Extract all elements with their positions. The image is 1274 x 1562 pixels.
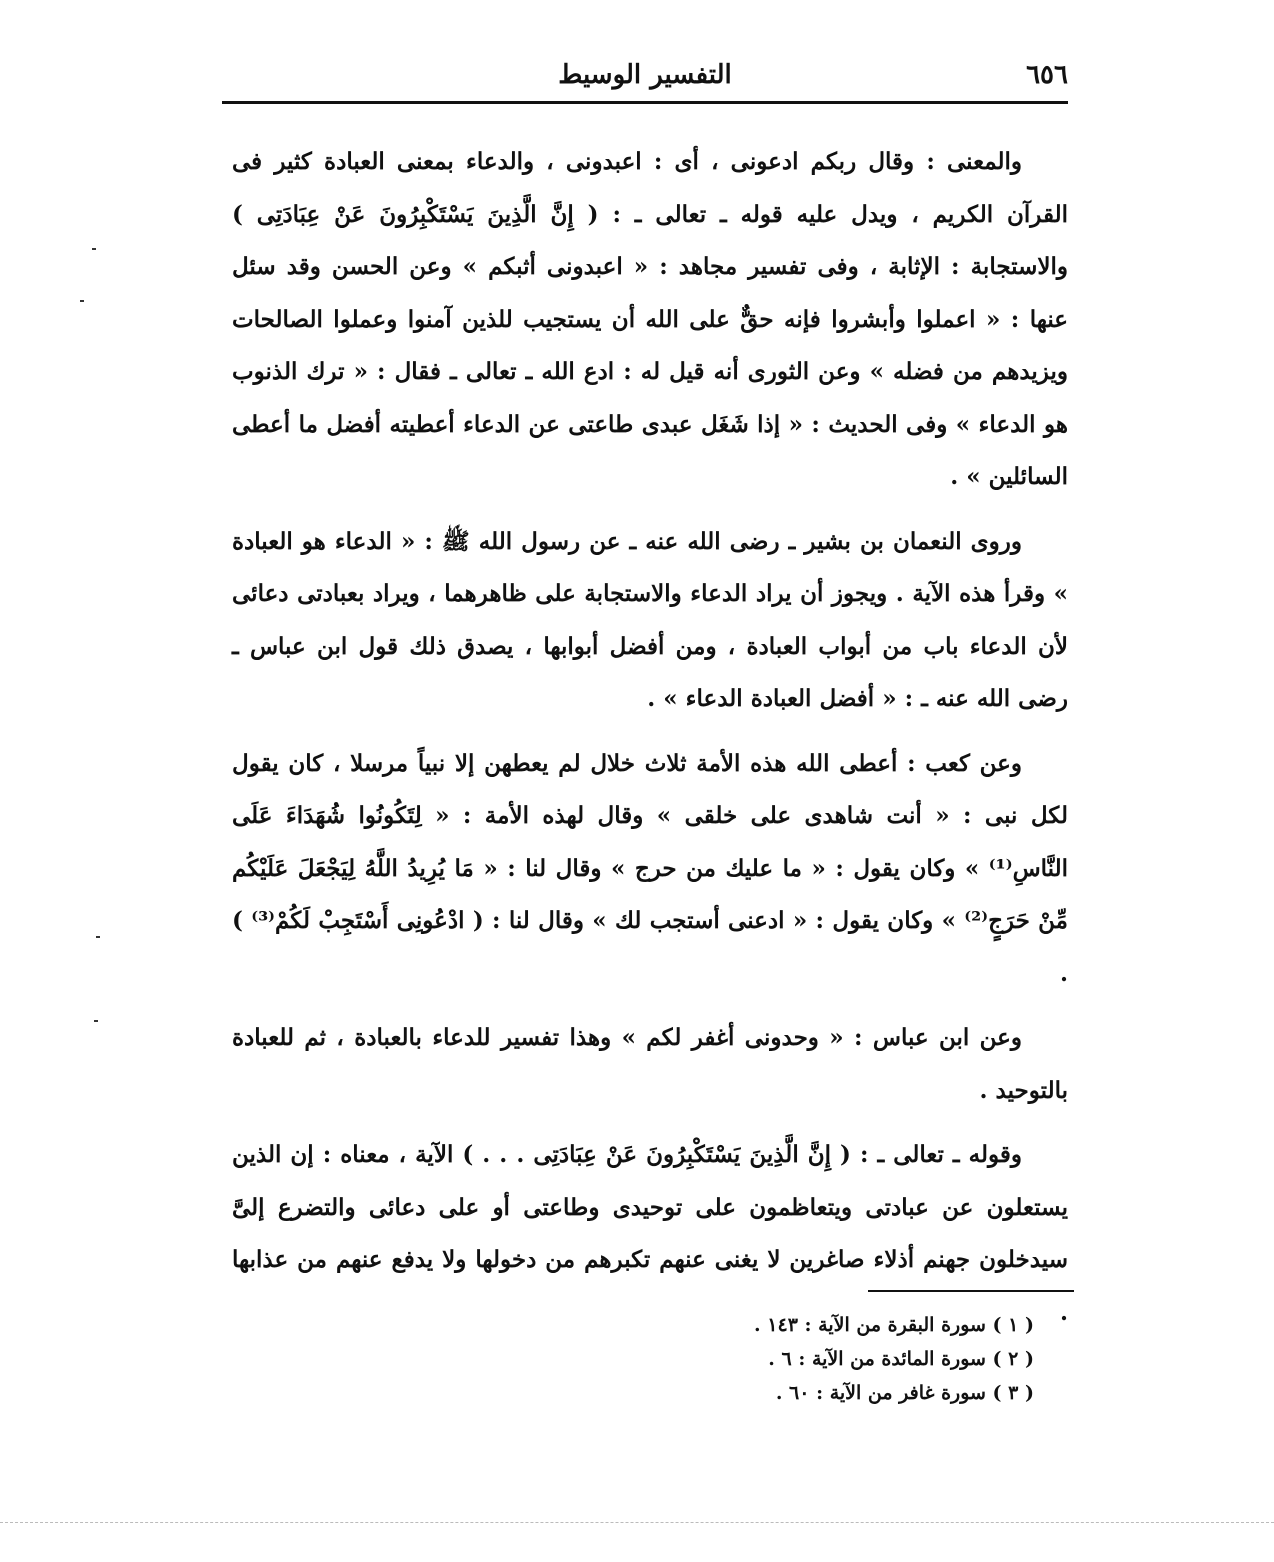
paragraph: وقوله ـ تعالى ـ : ( إِنَّ الَّذِينَ يَسْتَكْبِرُونَ عَنْ عِبَادَتِى . . . ) الآية ، معناه : إن الذين يستعلون عن عبادتى ويتعاظمون على توحيدى وطاعتى أو على دعائى والتضرع إلىَّ سيدخلون جهنم أذلاء صاغرين لا يغنى عنهم تكبرهم من دخولها ولا يدفع عنهم من عذابها . xyxy=(232,1141,1068,1326)
footnote-rule xyxy=(868,1290,1074,1292)
paragraph: وروى النعمان بن بشير ـ رضى الله عنه ـ عن رسول الله ﷺ : « الدعاء هو العبادة » وقرأ هذه الآية . ويجوز أن يراد الدعاء والاستجابة على ظاهرهما ، ويراد بعبادتى دعائى لأن الدعاء باب من أبواب العبادة ، ومن أفضل أبوابها ، يصدق ذلك قول ابن عباس ـ رضى الله عنه ـ : « أفضل العبادة الدعاء » . xyxy=(232,527,1068,712)
scan-speck xyxy=(92,248,96,250)
running-title: التفسير الوسيط xyxy=(558,60,732,90)
footnote: ( ١ ) سورة البقرة من الآية : ١٤٣ . xyxy=(754,1314,1034,1336)
page-header xyxy=(222,60,1068,96)
scan-edge-line xyxy=(0,1522,1274,1523)
footnote: ( ٢ ) سورة المائدة من الآية : ٦ . xyxy=(768,1348,1034,1370)
scan-speck xyxy=(94,1020,98,1022)
paragraph: والمعنى : وقال ربكم ادعونى ، أى : اعبدونى ، والدعاء بمعنى العبادة كثير فى القرآن الكريم ، ويدل عليه قوله ـ تعالى ـ : ( إِنَّ الَّذِينَ يَسْتَكْبِرُونَ عَنْ عِبَادَتِى ) والاستجابة : الإثابة ، وفى تفسير مجاهد : « اعبدونى أثبكم » وعن الحسن وقد سئل عنها : « اعملوا وأبشروا فإنه حقٌّ على الله أن يستجيب للذين آمنوا وعملوا الصالحات ويزيدهم من فضله » وعن الثورى أنه قيل له : ادع الله ـ تعالى ـ فقال : « ترك الذنوب هو الدعاء » وفى الحديث : « إذا شَغَل عبدى طاعتى عن الدعاء أعطيته أفضل ما أعطى السائلين » . xyxy=(232,148,1068,490)
scan-speck xyxy=(96,936,100,938)
footnotes xyxy=(640,1308,1034,1410)
paragraph: وعن كعب : أعطى الله هذه الأمة ثلاث خلال لم يعطهن إلا نبياً مرسلا ، كان يقول لكل نبى : « أنت شاهدى على خلقى » وقال لهذه الأمة : « لِتَكُونُوا شُهَدَاءَ عَلَى النَّاسِ⁽¹⁾ » وكان يقول : « ما عليك من حرج » وقال لنا : « مَا يُرِيدُ اللَّهُ لِيَجْعَلَ عَلَيْكُم مِّنْ حَرَجٍ⁽²⁾ » وكان يقول : « ادعنى أستجب لك » وقال لنا : ( ادْعُونِى أَسْتَجِبْ لَكُمْ⁽³⁾ ) . xyxy=(232,749,1068,987)
header-rule xyxy=(222,101,1068,104)
page-number: ٦٥٦ xyxy=(1026,60,1068,90)
body-text xyxy=(232,136,1068,1339)
paragraph: وعن ابن عباس : « وحدونى أغفر لكم » وهذا تفسير للدعاء بالعبادة ، ثم للعبادة بالتوحيد . xyxy=(232,1024,1068,1104)
footnote: ( ٣ ) سورة غافر من الآية : ٦٠ . xyxy=(775,1382,1034,1404)
scan-speck xyxy=(80,300,84,302)
